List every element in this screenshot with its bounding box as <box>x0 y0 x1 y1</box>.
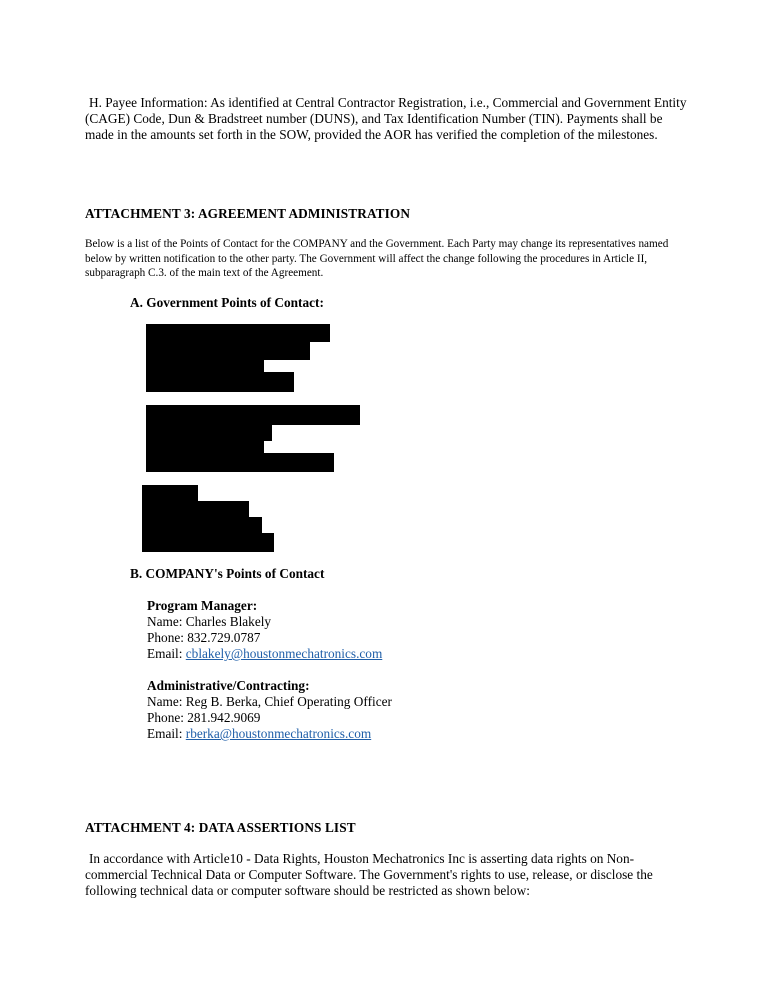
email-label: Email: <box>147 726 186 741</box>
government-contacts-heading: A. Government Points of Contact: <box>130 295 324 310</box>
redaction-bar <box>146 405 360 425</box>
program-manager-contact <box>147 598 382 662</box>
data-assertions-paragraph: In accordance with Article10 - Data Rights, Houston Mechatronics Inc is asserting data rights on Non-commercial Technical Data or Computer Software. The Government's rights to use, release, or disclose the following technical data or computer software should be restricted as shown below: <box>85 851 653 899</box>
redaction-bar <box>146 324 330 342</box>
administrative-email-line <box>147 726 392 742</box>
administrative-name: Name: Reg B. Berka, Chief Operating Officer <box>147 694 392 709</box>
redaction-bar <box>146 453 334 472</box>
redaction-bar <box>146 372 294 392</box>
program-manager-role: Program Manager: <box>147 598 258 613</box>
administrative-phone: Phone: 281.942.9069 <box>147 710 261 725</box>
attachment-3-intro-paragraph: Below is a list of the Points of Contact for the COMPANY and the Government. Each Party may change its representatives named below by written notification to the other party. The Government will affect the change following the procedures in Article II, subparagraph C.3. of the main text of the Agreement. <box>85 238 669 280</box>
program-manager-phone: Phone: 832.729.0787 <box>147 630 261 645</box>
attachment-4-heading: ATTACHMENT 4: DATA ASSERTIONS LIST <box>85 820 356 835</box>
redaction-bar <box>142 533 274 552</box>
administrative-contact <box>147 678 392 742</box>
attachment-3-heading: ATTACHMENT 3: AGREEMENT ADMINISTRATION <box>85 206 411 221</box>
payee-information-paragraph: H. Payee Information: As identified at Central Contractor Registration, i.e., Commercial and Government Entity (CAGE) Code, Dun & Bradstreet number (DUNS), and Tax Identification Number (TIN). Payments shall be made in the amounts set forth in the SOW, provided the AOR has verified the completion of the milestones. <box>85 95 687 143</box>
email-label: Email: <box>147 646 186 661</box>
program-manager-name: Name: Charles Blakely <box>147 614 272 629</box>
program-manager-email-link[interactable]: cblakely@houstonmechatronics.com <box>185 646 383 661</box>
company-contacts-heading: B. COMPANY's Points of Contact <box>130 566 325 581</box>
administrative-role: Administrative/Contracting: <box>147 678 310 693</box>
program-manager-email-line <box>147 646 382 662</box>
administrative-email-link[interactable]: rberka@houstonmechatronics.com <box>185 726 372 741</box>
